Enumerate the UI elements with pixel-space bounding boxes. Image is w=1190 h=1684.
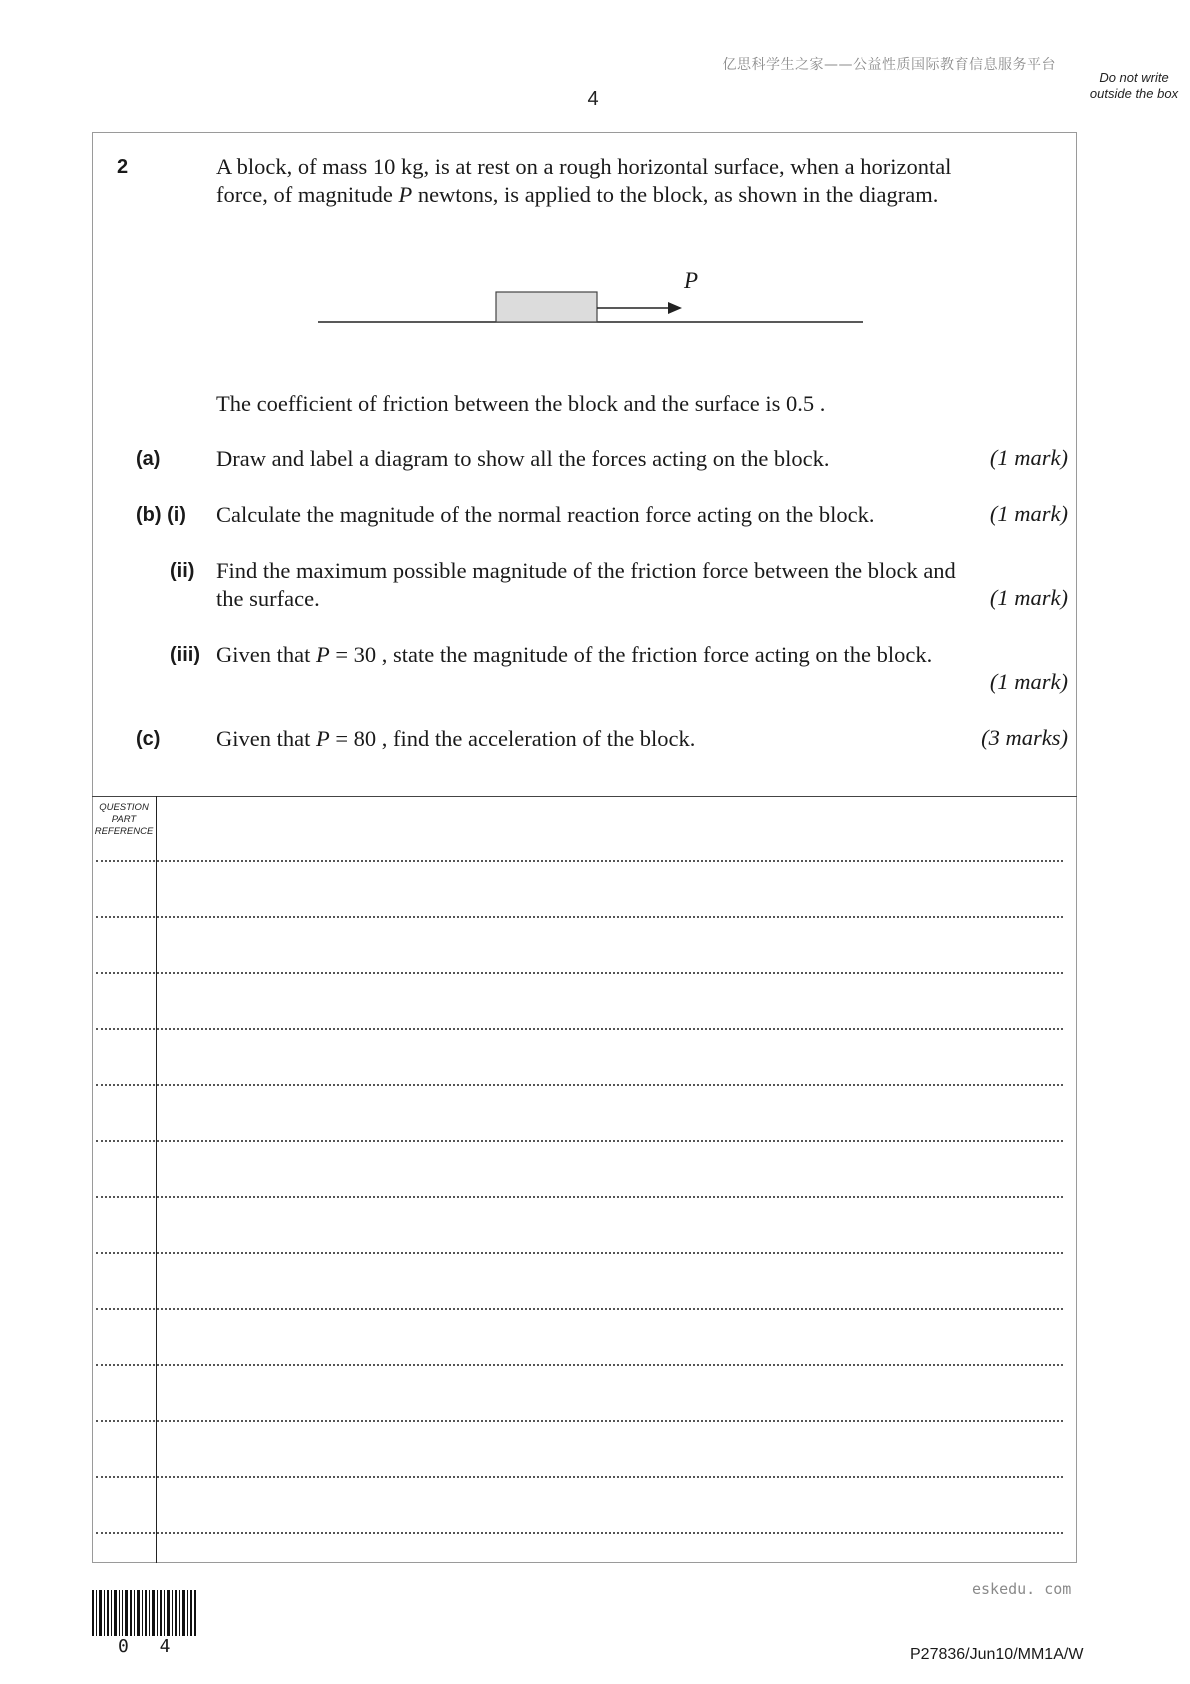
part-b-iii-text	[216, 641, 1066, 669]
answer-line[interactable]	[96, 1028, 1063, 1030]
part-b-iii-marks: (1 mark)	[989, 669, 1068, 694]
force-variable: P	[398, 182, 413, 207]
part-c-text-post: = 80 , find the acceleration of the block.	[329, 726, 696, 751]
part-b-ii-text-line1: Find the maximum possible magnitude of the friction force between the block and	[216, 558, 956, 583]
reference-column-line	[156, 796, 157, 1563]
answer-line[interactable]	[96, 1364, 1063, 1366]
block	[496, 292, 597, 322]
footer-site: eskedu. com	[972, 1580, 1072, 1598]
intro-text-pre: force, of magnitude	[216, 182, 399, 207]
answer-line[interactable]	[96, 1532, 1063, 1534]
answer-line[interactable]	[96, 1420, 1063, 1422]
part-b-iii-text-post: = 30 , state the magnitude of the friction force acting on the block.	[329, 642, 933, 667]
part-b-ii-label: (ii)	[170, 560, 195, 582]
force-label: P	[684, 268, 699, 293]
intro-text-post: newtons, is applied to the block, as shown in the diagram.	[412, 182, 939, 207]
part-a-text: Draw and label a diagram to show all the forces acting on the block.	[216, 446, 830, 471]
part-a-marks: (1 mark)	[989, 445, 1068, 470]
header-watermark: 亿思科学生之家——公益性质国际教育信息服务平台	[722, 57, 1056, 73]
force-arrow-head	[668, 302, 682, 314]
part-c-text	[216, 725, 916, 753]
margin-note: Do not write outside the box	[1089, 70, 1179, 101]
part-b-ii-marks: (1 mark)	[989, 585, 1068, 610]
part-b-iii-label: (iii)	[170, 644, 200, 666]
answer-line[interactable]	[96, 916, 1063, 918]
part-b-i-text: Calculate the magnitude of the normal reaction force acting on the block.	[216, 502, 875, 527]
part-c-label: (c)	[136, 728, 161, 750]
part-b-ii-text-line2: the surface.	[216, 586, 320, 611]
part-b-i-marks: (1 mark)	[989, 501, 1068, 526]
page-number: 4	[587, 88, 599, 110]
friction-statement: The coefficient of friction between the block and the surface is 0.5 .	[216, 391, 826, 416]
answer-line[interactable]	[96, 860, 1063, 862]
block-diagram	[318, 268, 868, 338]
answer-line[interactable]	[96, 1476, 1063, 1478]
part-b-iii-text-pre: Given that	[216, 642, 316, 667]
part-c-text-pre: Given that	[216, 726, 316, 751]
answer-line[interactable]	[96, 1084, 1063, 1086]
paper-reference: P27836/Jun10/MM1A/W	[910, 1646, 1084, 1663]
question-intro-line2	[216, 181, 1066, 209]
part-c-marks: (3 marks)	[981, 725, 1068, 750]
part-b-i-label: (b) (i)	[136, 504, 186, 526]
question-intro-line1: A block, of mass 10 kg, is at rest on a rough horizontal surface, when a horizontal	[216, 154, 952, 179]
barcode-digits: 0 4	[118, 1636, 181, 1657]
answer-line[interactable]	[96, 1308, 1063, 1310]
answer-line[interactable]	[96, 1252, 1063, 1254]
answer-divider	[92, 796, 1077, 797]
answer-area[interactable]	[92, 796, 1077, 1563]
question-part-reference-label: QUESTION PART REFERENCE	[94, 802, 154, 837]
answer-line[interactable]	[96, 1196, 1063, 1198]
part-c-variable: P	[315, 726, 330, 751]
part-a-label: (a)	[136, 448, 161, 470]
barcode	[92, 1590, 196, 1636]
answer-line[interactable]	[96, 972, 1063, 974]
answer-line[interactable]	[96, 1140, 1063, 1142]
question-number: 2	[117, 156, 129, 178]
part-b-iii-variable: P	[315, 642, 330, 667]
